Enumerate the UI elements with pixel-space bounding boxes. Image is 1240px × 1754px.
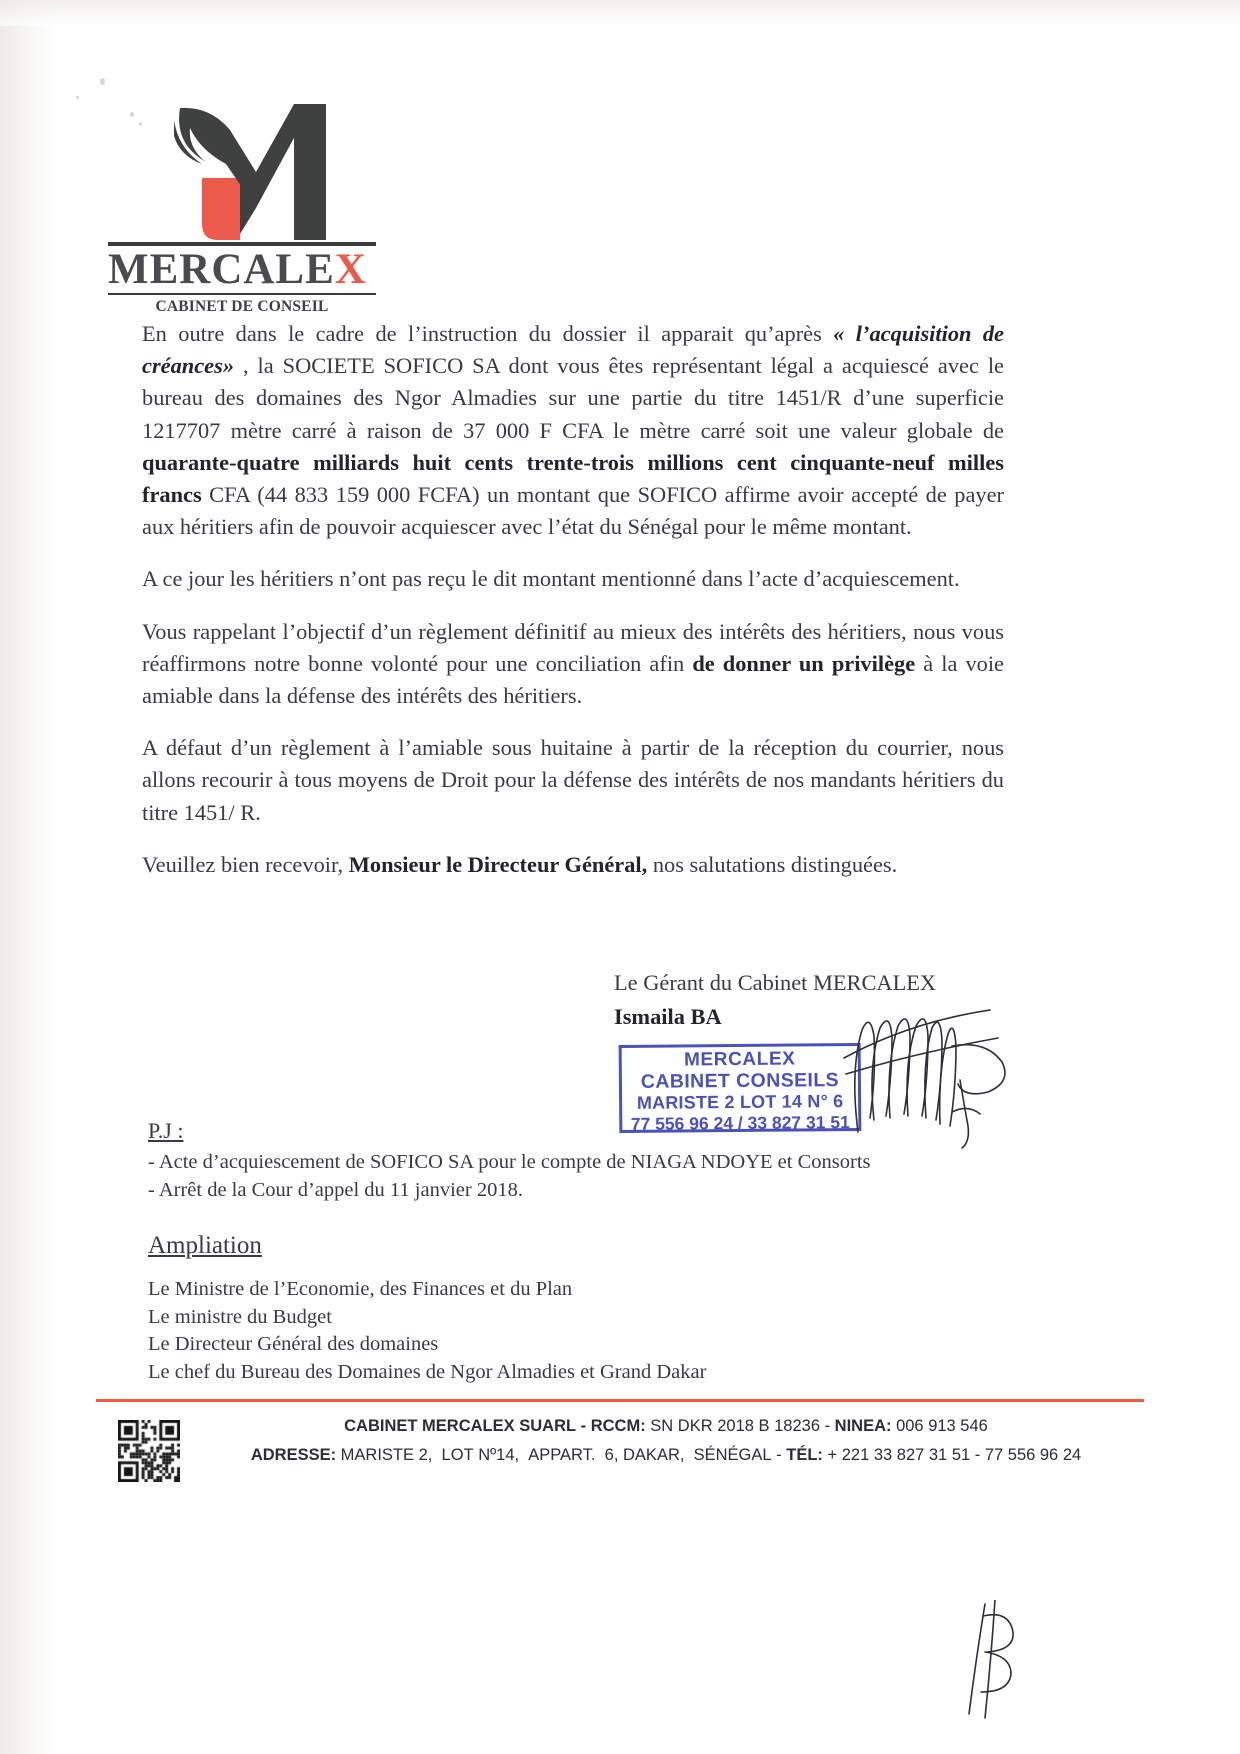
letter-body — [142, 318, 1004, 881]
footer-contact-info — [198, 1412, 1144, 1470]
stamp-line-phone: 77 556 96 24 / 33 827 31 51 — [630, 1112, 850, 1134]
text-run: A ce jour les héritiers n’ont pas reçu le dit montant mentionné dans l’acte d’acquiescement. — [142, 566, 960, 592]
scan-edge-shadow-top — [0, 0, 1240, 26]
ampliation-item: Le Directeur Général des domaines — [148, 1333, 439, 1355]
text-run: , la SOCIETE SOFICO SA dont vous êtes représentant légal a acquiescé avec le bureau des domaines des Ngor Almadies sur une partie du titre 1451/R d’une superficie 1217707 mètre carré à raison de 37 000 F CFA le mètre carré soit une valeur globale de — [142, 353, 1004, 443]
footer-label: NINEA: — [834, 1417, 892, 1435]
signatory-role: Le Gérant du Cabinet MERCALEX — [614, 970, 937, 995]
para-conciliation — [142, 616, 1004, 713]
para-acquisition — [142, 318, 1004, 543]
scan-edge-shadow — [0, 0, 58, 1754]
footer-label: TÉL: — [786, 1446, 823, 1464]
emphasis-bold: quarante-quatre milliards huit cents trente-trois millions cent cinquante-neuf milles francs — [142, 449, 1004, 508]
ampliation-item: Le chef du Bureau des Domaines de Ngor Almadies et Grand Dakar — [148, 1360, 707, 1383]
stamp-line-activity: CABINET CONSEILS — [640, 1069, 840, 1093]
attachment-item: - Arrêt de la Cour d’appel du 11 janvier 2018. — [148, 1179, 523, 1201]
footer-line-registration — [198, 1412, 1134, 1441]
para-defaut — [142, 732, 1004, 829]
text-run: CFA (44 833 159 000 FCFA) un montant que SOFICO affirme avoir accepté de payer aux héritiers afin de pouvoir acquiescer avec l’état du Sénégal pour le même montant. — [142, 482, 1004, 540]
scan-artifact — [76, 96, 79, 99]
attachments-block — [148, 1118, 988, 1204]
footer-value: MARISTE 2, LOT Nº14, APPART. 6, DAKAR, SÉNÉGAL - — [336, 1446, 787, 1464]
ampliation-title: Ampliation — [148, 1232, 262, 1259]
footer-line-address — [198, 1441, 1134, 1470]
text-run: à la voie amiable dans la défense des intérêts des héritiers. — [142, 650, 1004, 709]
logo-wordmark-main: MERCALE — [108, 246, 335, 293]
logo-tagline: CABINET DE CONSEIL — [155, 298, 329, 316]
footer-value: 006 913 546 — [891, 1417, 988, 1435]
scan-artifact — [100, 78, 105, 85]
ampliation-item: Le ministre du Budget — [148, 1305, 332, 1328]
para-non-recu — [142, 563, 1004, 595]
handwritten-initials — [955, 1600, 1045, 1720]
footer-label: ADRESSE: — [250, 1446, 337, 1464]
footer-label: CABINET MERCALEX SUARL - RCCM: — [344, 1417, 646, 1435]
footer-value: SN DKR 2018 B 18236 - — [645, 1417, 835, 1435]
stamp-line-address: MARISTE 2 LOT 14 N° 6 — [636, 1091, 844, 1113]
footer-divider — [96, 1399, 1144, 1402]
text-run: nos salutations distinguées. — [647, 851, 898, 877]
emphasis-bold: de donner un privilège — [692, 650, 916, 676]
text-run: Vous rappelant l’objectif d’un règlement définitif au mieux des intérêts des héritiers, nous vous réaffirmons notre bonne volonté pour une conciliation afin — [142, 618, 1004, 676]
page-footer — [96, 1412, 1144, 1482]
ampliation-item: Le Ministre de l’Economie, des Finances et du Plan — [148, 1278, 573, 1300]
stamp-line-company: MERCALEX — [683, 1048, 796, 1071]
emphasis-bold-italic: « l’acquisition de créances» — [142, 321, 1004, 379]
logo-wordmark-accent: X — [334, 246, 367, 293]
qr-code-icon[interactable] — [118, 1420, 180, 1482]
signatory-name: Ismaila BA — [614, 1004, 722, 1029]
footer-value: + 221 33 827 31 51 - 77 556 96 24 — [822, 1446, 1082, 1464]
ampliation-block — [148, 1232, 988, 1386]
mercalex-m-mark-icon — [144, 100, 364, 240]
attachment-item: - Acte d’acquiescement de SOFICO SA pour le compte de NIAGA NDOYE et Consorts — [148, 1151, 871, 1173]
emphasis-bold: Monsieur le Directeur Général, — [348, 851, 648, 877]
logo-wordmark — [108, 242, 376, 295]
para-salutations — [142, 849, 1004, 881]
text-run: A défaut d’un règlement à l’amiable sous huitaine à partir de la réception du courrier, nous allons recourir à tous moyens de Droit pour la défense des intérêts de nos mandants héritiers du titre 1451/ R. — [142, 735, 1004, 825]
company-logo — [108, 100, 408, 316]
signature-block — [614, 968, 1014, 1032]
text-run: En outre dans le cadre de l’instruction du dossier il apparait qu’après — [142, 321, 834, 346]
attachments-title: P.J : — [148, 1118, 184, 1143]
text-run: Veuillez bien recevoir, — [142, 851, 349, 877]
